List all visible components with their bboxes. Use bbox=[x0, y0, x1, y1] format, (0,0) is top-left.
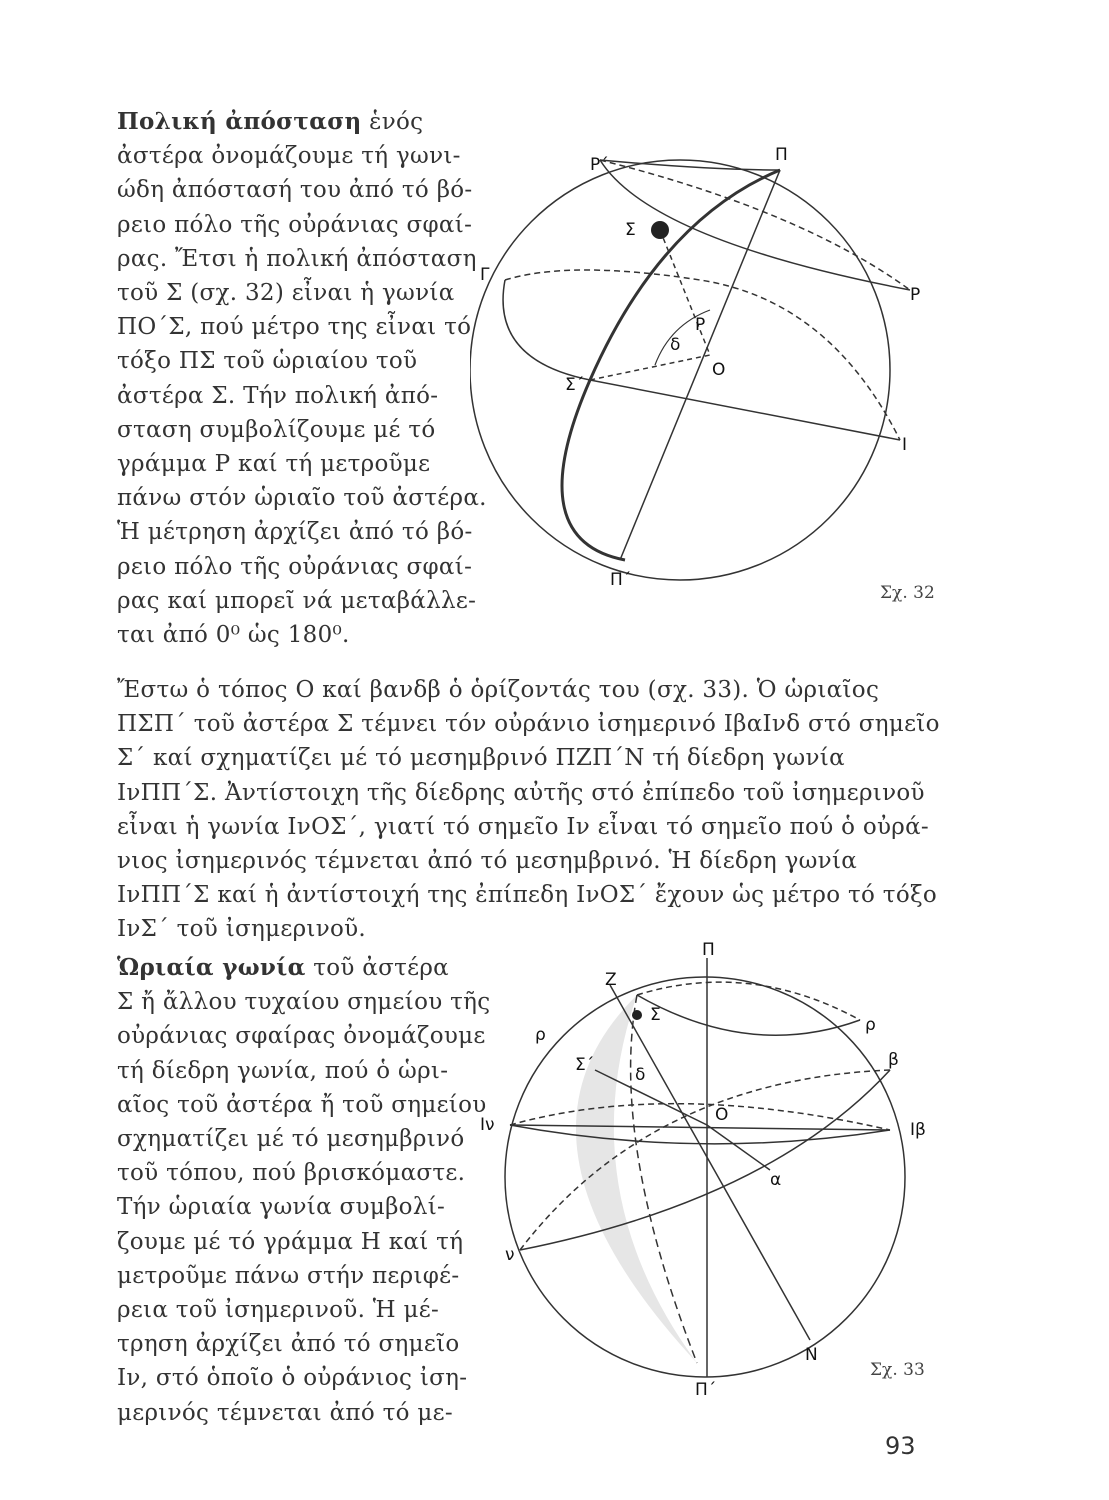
hour-circle bbox=[562, 170, 780, 560]
paragraph-line: Τήν ὡριαία γωνία συμβολί- bbox=[117, 1194, 446, 1221]
figure-33-hour-angle-sphere bbox=[470, 940, 950, 1400]
paragraph-line: ρειο πόλο τῆς οὐράνιας σφαί- bbox=[117, 211, 473, 238]
paragraph-line: Σ΄ καί σχηματίζει μέ τό μεσημβρινό ΠΖΠ΄Ν τή δίεδρη γωνία bbox=[117, 745, 845, 772]
paragraph-line: μερινός τέμνεται ἀπό τό με- bbox=[117, 1399, 453, 1426]
paragraph-line: ρας. Ἔτσι ἡ πολική ἀπόσταση bbox=[117, 245, 477, 272]
paragraph-line: εἶναι ἡ γωνία ΙνΟΣ΄, γιατί τό σημεῖο Ιν εἶναι τό σημεῖο πού ὁ οὐρά- bbox=[117, 813, 929, 840]
equator-back bbox=[505, 270, 900, 440]
paragraph-line: ώδη ἀπόστασή του ἀπό τό βό- bbox=[117, 177, 473, 204]
star-sigma bbox=[632, 1010, 642, 1020]
label-beta: β bbox=[888, 1050, 899, 1070]
figure-33-caption: Σχ. 33 bbox=[870, 1360, 925, 1380]
paragraph-polar-distance bbox=[117, 105, 487, 652]
paragraph-line: ἀστέρα Σ. Τήν πολική ἀπό- bbox=[117, 382, 439, 409]
label-rho-right: Ρ bbox=[910, 285, 921, 305]
label-o: Ο bbox=[712, 360, 726, 380]
label-n: Ν bbox=[805, 1345, 818, 1365]
paragraph-line: αῖος τοῦ ἀστέρα ἤ τοῦ σημείου bbox=[117, 1091, 487, 1118]
paragraph-line: μετροῦμε πάνω στήν περιφέ- bbox=[117, 1262, 460, 1289]
paragraph-line: τοῦ Σ (σχ. 32) εἶναι ἡ γωνία bbox=[117, 280, 455, 307]
label-delta: δ bbox=[635, 1065, 646, 1085]
label-pi-prime: Π΄ bbox=[695, 1380, 717, 1400]
label-nu: ν bbox=[505, 1245, 515, 1265]
paragraph-line: ται ἀπό 0⁰ ὡς 180⁰. bbox=[117, 622, 350, 649]
label-pi-prime: Π΄ bbox=[610, 570, 632, 590]
paragraph-hour-circle bbox=[117, 673, 940, 947]
label-ib: Ιβ bbox=[910, 1120, 926, 1140]
figure-32-celestial-sphere bbox=[470, 130, 930, 610]
paragraph-line: Ιν, στό ὁποῖο ὁ οὐράνιος ἰση- bbox=[117, 1365, 468, 1392]
label-z: Ζ bbox=[605, 970, 617, 990]
label-pi: Π bbox=[702, 940, 715, 960]
paragraph-line: ΠΣΠ΄ τοῦ ἀστέρα Σ τέμνει τόν οὐράνιο ἰσημερινό ΙβαΙνδ στό σημεῖο bbox=[117, 711, 940, 738]
label-sigma-prime: Σ΄ bbox=[565, 375, 585, 395]
parallel-back bbox=[600, 160, 910, 290]
paragraph-line: σχηματίζει μέ τό μεσημβρινό bbox=[117, 1126, 465, 1153]
horizon-front bbox=[520, 1070, 890, 1250]
label-rho-left: ρ bbox=[535, 1025, 546, 1045]
paragraph-line: Πολική ἀπόσταση ἑνός bbox=[117, 108, 424, 135]
label-iv: Ιν bbox=[480, 1115, 495, 1135]
paragraph-line: ρας καί μπορεῖ νά μεταβάλλε- bbox=[117, 587, 477, 614]
label-rho-center: Ρ bbox=[695, 315, 706, 335]
paragraph-line: ἀστέρα ὀνομάζουμε τή γωνι- bbox=[117, 143, 461, 170]
paragraph-line: ΙνΣ΄ τοῦ ἰσημερινοῦ. bbox=[117, 916, 367, 943]
paragraph-line: γράμμα Ρ καί τή μετροῦμε bbox=[117, 451, 431, 478]
sphere-outline bbox=[505, 977, 905, 1377]
label-pi: Π bbox=[775, 145, 788, 165]
paragraph-line: Σ ἤ ἄλλου τυχαίου σημείου τῆς bbox=[117, 989, 491, 1016]
top-arc bbox=[600, 160, 780, 170]
parallel-front bbox=[600, 160, 910, 290]
shaded-lune bbox=[576, 995, 697, 1363]
label-i: Ι bbox=[902, 435, 908, 455]
paragraph-line: ΙνΠΠ΄Σ καί ἡ ἀντίστοιχή της ἐπίπεδη ΙνΟΣ΄ ἔχουν ὡς μέτρο τό τόξο bbox=[117, 882, 938, 909]
paragraph-line: τή δίεδρη γωνία, πού ὁ ὡρι- bbox=[117, 1057, 449, 1084]
paragraph-line: νιος ἰσημερινός τέμνεται ἀπό τό μεσημβρινό. Ἡ δίεδρη γωνία bbox=[117, 848, 858, 875]
paragraph-line: πάνω στόν ὡριαῖο τοῦ ἀστέρα. bbox=[117, 485, 487, 512]
meridian-dashed bbox=[631, 995, 697, 1363]
figure-32-caption: Σχ. 32 bbox=[880, 583, 935, 603]
paragraph-line: ρειο πόλο τῆς οὐράνιας σφαί- bbox=[117, 553, 473, 580]
paragraph-line: ΠΟ΄Σ, πού μέτρο της εἶναι τό bbox=[117, 314, 472, 341]
label-sigma: Σ bbox=[650, 1005, 661, 1025]
paragraph-line: Ἡ μέτρηση ἀρχίζει ἀπό τό βό- bbox=[117, 519, 473, 546]
paragraph-line: τόξο ΠΣ τοῦ ὡριαίου τοῦ bbox=[117, 348, 418, 375]
label-sigma-prime: Σ΄ bbox=[575, 1055, 595, 1075]
paragraph-line: Ἔστω ὁ τόπος Ο καί βανδβ ὁ ὁρίζοντάς του (σχ. 33). Ὁ ὡριαῖος bbox=[117, 677, 880, 703]
paragraph-line: τρηση ἀρχίζει ἀπό τό σημεῖο bbox=[117, 1331, 460, 1358]
heading-hour-angle: Ὡριαία γωνία bbox=[117, 954, 306, 981]
paragraph-line: ρεια τοῦ ἰσημερινοῦ. Ἡ μέ- bbox=[117, 1297, 440, 1324]
parallel-back bbox=[637, 982, 860, 1020]
equator-diameter bbox=[510, 1125, 890, 1130]
paragraph-line: ζουμε μέ τό γράμμα Η καί τή bbox=[117, 1228, 464, 1255]
label-p-prime: Ρ΄ bbox=[590, 155, 609, 175]
label-sigma: Σ bbox=[625, 220, 636, 240]
label-delta: δ bbox=[670, 335, 681, 355]
label-gamma: Γ bbox=[480, 265, 490, 285]
heading-polar-distance: Πολική ἀπόσταση bbox=[117, 108, 362, 135]
parallel-front bbox=[637, 995, 860, 1035]
horizon-back bbox=[520, 1070, 890, 1250]
label-o: Ο bbox=[715, 1105, 729, 1125]
paragraph-line: τοῦ τόπου, πού βρισκόμαστε. bbox=[117, 1160, 466, 1187]
axis-line bbox=[620, 170, 780, 560]
paragraph-line: σταση συμβολίζουμε μέ τό bbox=[117, 416, 436, 443]
radius-lines bbox=[590, 230, 710, 380]
label-rho-right: ρ bbox=[865, 1015, 876, 1035]
paragraph-line: Ὡριαία γωνία τοῦ ἀστέρα bbox=[117, 954, 450, 981]
label-alpha: α bbox=[770, 1170, 782, 1190]
paragraph-hour-angle bbox=[117, 951, 491, 1430]
star-sigma bbox=[651, 221, 669, 239]
page-number: 93 bbox=[885, 1432, 916, 1460]
radius-lines bbox=[595, 1070, 770, 1170]
paragraph-line: οὐράνιας σφαίρας ὀνομάζουμε bbox=[117, 1023, 486, 1050]
paragraph-line: ΙνΠΠ΄Σ. Ἀντίστοιχη τῆς δίεδρης αὐτῆς στό ἐπίπεδο τοῦ ἰσημερινοῦ bbox=[117, 779, 925, 806]
